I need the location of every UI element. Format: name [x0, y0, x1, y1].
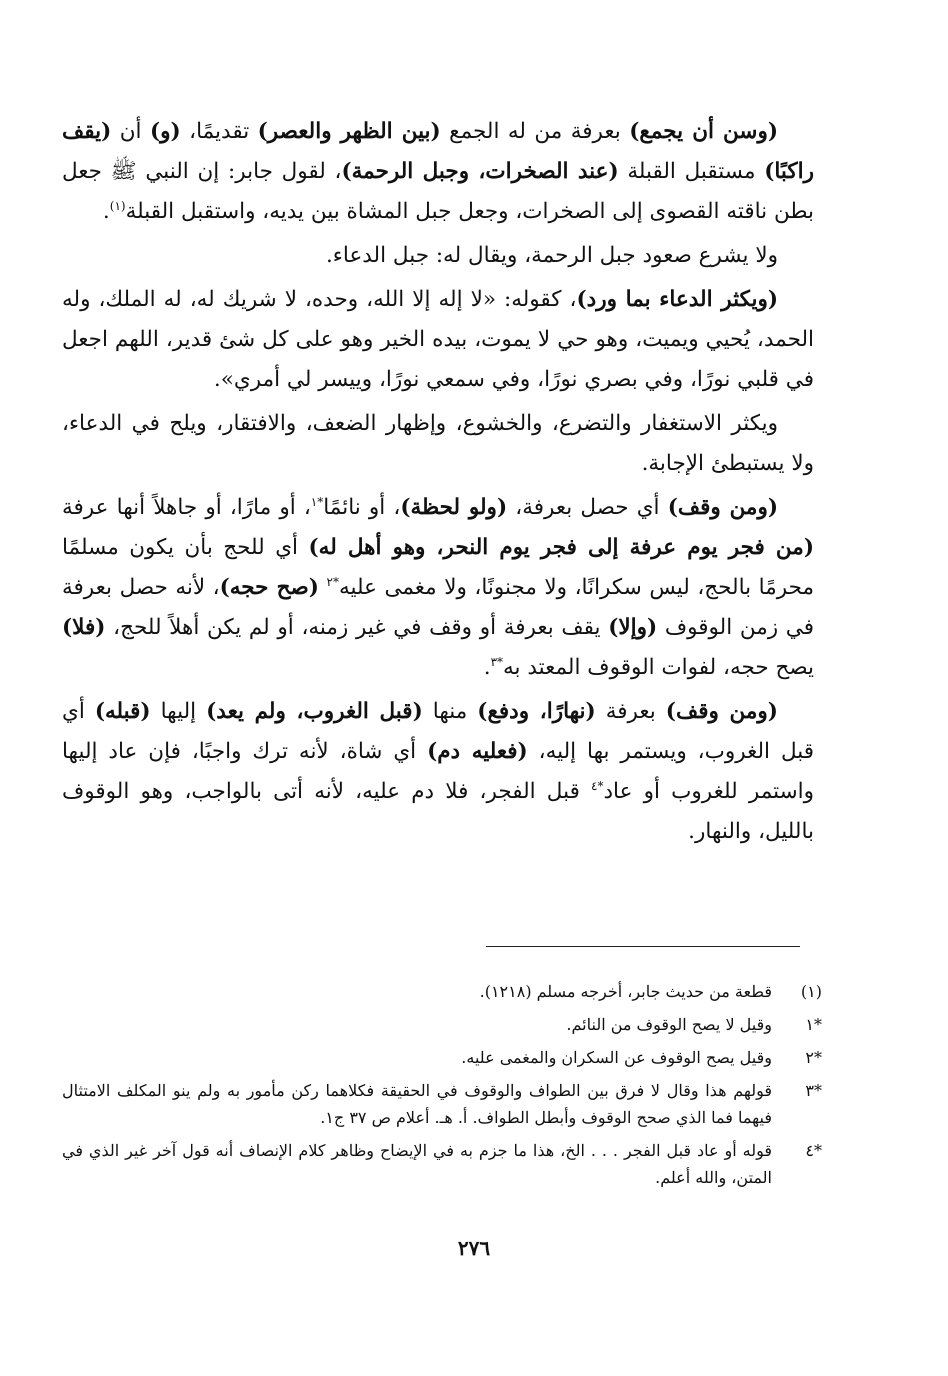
footnote-text: وقيل لا يصح الوقوف من النائم.	[566, 1015, 772, 1034]
footnote	[62, 1011, 822, 1038]
footnote	[62, 978, 822, 1005]
matn-text: (فعليه دم)	[427, 739, 528, 764]
footnote-mark: *١	[805, 1015, 822, 1034]
sharh-text: مستقبل القبلة	[618, 159, 765, 184]
footnote-reference: *١	[310, 494, 324, 509]
matn-text: (ويكثر الدعاء بما ورد)	[576, 287, 778, 312]
footnote	[62, 1044, 822, 1071]
footnote-mark: *٤	[805, 1141, 822, 1160]
paragraph	[62, 280, 814, 400]
footnote-text: قولهم هذا وقال لا فرق بين الطواف والوقوف في الحقيقة فكلاهما ركن مأمور به ولم ينو المكلف الامتثال فيهما فما الذي صحح الوقوف وأبطل الطواف. أ. هـ. أعلام ص ٣٧ ج١.	[62, 1081, 773, 1127]
sharh-text: ويكثر الاستغفار والتضرع، والخشوع، وإظهار الضعف، والافتقار، ويلح في الدعاء، ولا يستبطئ الإجابة.	[62, 411, 814, 476]
matn-text: (صح حجه)	[219, 575, 319, 600]
sharh-text: يصح حجه، لفوات الوقوف المعتد به	[503, 655, 814, 680]
paragraph	[62, 404, 814, 484]
sharh-text: ، لقول جابر: إن النبي ﷺ جعل بطن ناقته القصوى إلى الصخرات، وجعل جبل المشاة بين يديه، واستقبل القبلة	[62, 159, 814, 224]
footnote-reference: (١)	[109, 198, 126, 213]
main-text	[62, 112, 814, 856]
sharh-text: ، لأنه حصل بعرفة في زمن الوقوف	[62, 575, 814, 640]
footnote	[62, 1137, 822, 1191]
sharh-text: أن	[111, 119, 150, 144]
matn-text: (يقف راكبًا)	[62, 119, 814, 184]
footnote	[62, 1077, 822, 1131]
sharh-text: ولا يشرع صعود جبل الرحمة، ويقال له: جبل الدعاء.	[325, 243, 778, 268]
footnote-text: قوله أو عاد قبل الفجر . . . الخ، هذا ما جزم به في الإيضاح وظاهر كلام الإنصاف أنه قول آخر غير الذي في المتن، والله أعلم.	[62, 1141, 772, 1187]
matn-text: (ومن وقف)	[665, 699, 778, 724]
footnote-reference: *٤	[591, 778, 604, 793]
matn-text: (ومن وقف)	[667, 495, 779, 520]
matn-text: (عند الصخرات، وجبل الرحمة)	[341, 159, 619, 184]
sharh-text: منها	[422, 699, 478, 724]
footnote-text: قطعة من حديث جابر، أخرجه مسلم (١٢١٨).	[479, 982, 772, 1001]
sharh-text: تقديمًا،	[180, 119, 258, 144]
matn-text: (قبل الغروب، ولم يعد)	[206, 699, 423, 724]
matn-text: (من فجر يوم عرفة إلى فجر يوم النحر، وهو أهل له)	[308, 535, 814, 560]
sharh-text: قبل الفجر، فلا دم عليه، لأنه أتى بالواجب، وهو الوقوف بالليل، والنهار.	[62, 779, 814, 844]
paragraph	[62, 236, 814, 276]
sharh-text: .	[102, 199, 110, 224]
sharh-text: إليها	[150, 699, 207, 724]
matn-text: (قبله)	[94, 699, 151, 724]
sharh-text: أي حصل بعرفة،	[507, 495, 668, 520]
page-number: ٢٧٦	[457, 1236, 491, 1260]
sharh-text: .	[483, 655, 491, 680]
matn-text: (فلا)	[62, 615, 106, 640]
sharh-text: ، أو مارًا، أو جاهلاً أنها عرفة	[62, 495, 311, 520]
paragraph	[62, 488, 814, 688]
sharh-text: ، أو نائمًا	[323, 495, 401, 520]
sharh-text: بعرفة	[595, 699, 666, 724]
sharh-text: ، كقوله: «لا إله إلا الله، وحده، لا شريك له، له الملك، وله الحمد، يُحيي ويميت، وهو حي لا يموت، بيده الخير وهو على كل شئ قدير، اللهم اجعل في قلبي نورًا، وفي بصري نورًا، وفي سمعي نورًا، وييسر لي أمري».	[62, 287, 814, 392]
footnote-mark: *٢	[805, 1048, 822, 1067]
matn-text: (وإلا)	[608, 615, 658, 640]
sharh-text: أي قبل الغروب، ويستمر بها إليه،	[62, 699, 814, 764]
sharh-text: أي للحج بأن يكون مسلمًا محرمًا بالحج، ليس سكرانًا، ولا مجنونًا، ولا مغمى عليه	[62, 535, 814, 600]
matn-text: (ولو لحظة)	[400, 495, 508, 520]
sharh-text: بعرفة من له الجمع	[440, 119, 630, 144]
footnote-divider	[486, 946, 800, 947]
footnote-mark: (١)	[800, 982, 822, 1001]
footnote-mark: *٣	[805, 1081, 822, 1100]
sharh-text: أي شاة، لأنه ترك واجبًا، فإن عاد إليها واستمر للغروب أو عاد	[62, 739, 814, 804]
matn-text: (و)	[149, 119, 181, 144]
matn-text: (نهارًا، ودفع)	[477, 699, 596, 724]
sharh-text	[319, 575, 327, 600]
footnote-reference: *٣	[490, 654, 504, 669]
footnote-reference: *٢	[326, 574, 339, 589]
sharh-text: يقف بعرفة أو وقف في غير زمنه، أو لم يكن أهلاً للحج،	[105, 615, 609, 640]
matn-text: (وسن أن يجمع)	[629, 119, 778, 144]
paragraph	[62, 112, 814, 232]
footnotes	[62, 978, 822, 1197]
paragraph	[62, 692, 814, 852]
matn-text: (بين الظهر والعصر)	[257, 119, 441, 144]
footnote-text: وقيل يصح الوقوف عن السكران والمغمى عليه.	[461, 1048, 772, 1067]
